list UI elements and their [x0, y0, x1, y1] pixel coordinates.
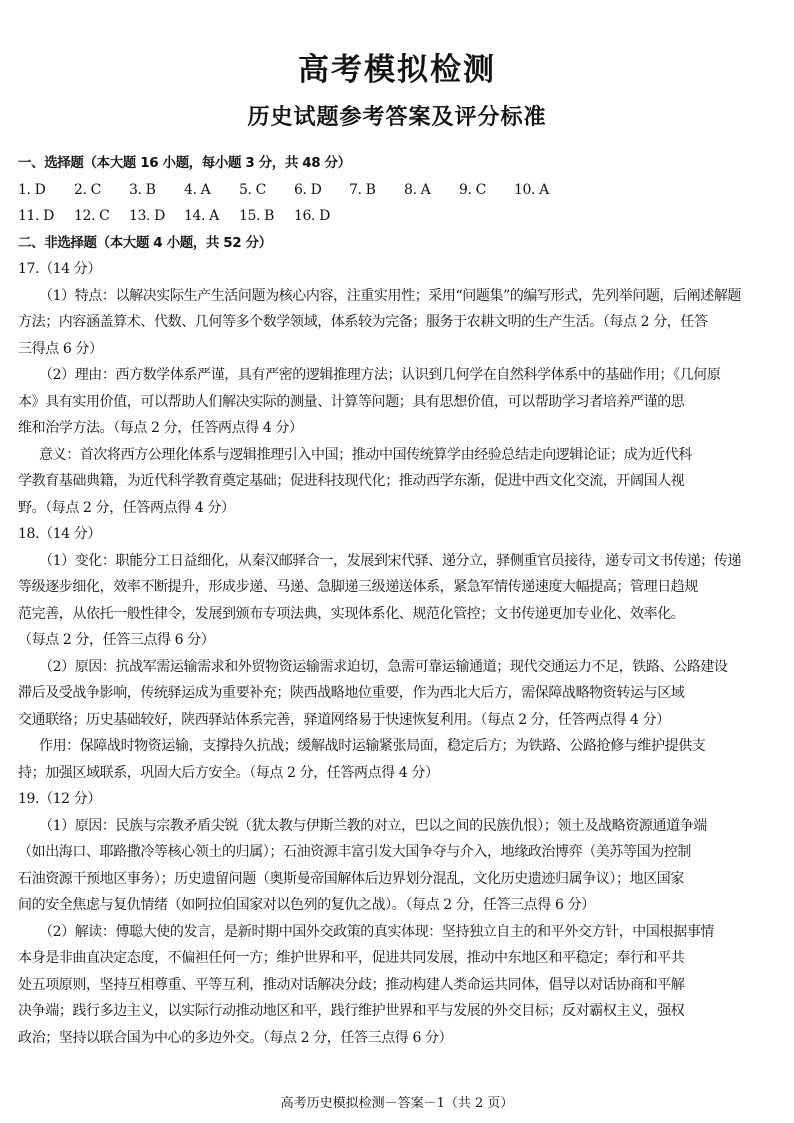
question-18-line: 范完善，从依托一般性律令，发展到颁布专项法典，实现体系化、规范化管控；文书传递更加专业化、效率化。 [18, 605, 685, 622]
question-19-line: 决争端；践行多边主义，以实际行动推动地区和平，践行维护世界和平与发展的外交目标；反对霸权主义，强权 [18, 1003, 685, 1019]
question-18-line: 持；加强区域联系，巩固大后方安全。（每点 2 分，任答两点得 4 分） [18, 764, 439, 781]
page-title: 高考模拟检测 [298, 52, 496, 88]
question-17-line: （2）理由：西方数学体系严谨，具有严密的逻辑推理方法；认识到几何学在自然科学体系中的基础作用；《几何原 [39, 367, 721, 383]
question-19-line: （如出海口、耶路撒冷等核心领土的归属）；石油资源丰富引发大国争夺与介入，地缘政治博弈（美苏等国为控制 [18, 844, 691, 860]
choice-answer: 15. B [239, 208, 275, 224]
question-17-label: 17.（14 分） [18, 261, 101, 277]
question-18-line: 交通联络；历史基础较好，陕西驿站体系完善，驿道网络易于快速恢复利用。（每点 2 分，任答两点得 4 分） [18, 711, 670, 728]
question-18-label: 18.（14 分） [18, 526, 101, 542]
question-19-label: 19.（12 分） [18, 791, 101, 807]
choice-answer: 1. D [18, 181, 46, 198]
choice-answer: 7. B [349, 181, 376, 198]
question-18-line: 等级逐步细化，效率不断提升，形成步递、马递、急脚递三级递送体系，紧急军情传递速度大幅提高；管理日趋规 [18, 579, 698, 595]
choice-answer: 5. C [239, 181, 266, 198]
choice-answer: 3. B [129, 181, 156, 198]
document-body [18, 150, 778, 1051]
question-17-line: 意义：首次将西方公理化体系与逻辑推理引入中国；推动中国传统算学由经验总结走向逻辑论证；成为近代科 [39, 446, 692, 463]
choice-answer: 2. C [74, 181, 101, 198]
question-17-line: 学教育基础典籍，为近代科学教育奠定基础；促进科技现代化；推动西学东渐，促进中西文化交流，开阔国人视 [18, 473, 685, 489]
choice-answer: 6. D [294, 181, 322, 198]
section-heading-choice: 一、选择题（本大题 16 小题，每小题 3 分，共 48 分） [18, 155, 351, 171]
question-18-line: 作用：保障战时物资运输，支撑持久抗战；缓解战时运输紧张局面，稳定后方；为铁路、公路抢修与维护提供支 [39, 738, 706, 754]
question-17-line: 本》具有实用价值，可以帮助人们解决实际的测量、计算等问题；具有思想价值，可以帮助学习者培养严谨的思 [18, 393, 685, 410]
choice-answer: 14. A [184, 208, 219, 224]
choice-answers-row-1 [18, 177, 778, 204]
question-17-line: （1）特点：以解决实际生产生活问题为核心内容，注重实用性；采用“问题集”的编写形式，先列举问题，后阐述解题 [39, 287, 742, 304]
question-19-line: 处五项原则，坚持互相尊重、平等互利，推动对话解决分歧；推动构建人类命运共同体，倡导以对话协商和平解 [18, 976, 685, 993]
question-18-line: （2）原因：抗战军需运输需求和外贸物资运输需求迫切，急需可靠运输通道；现代交通运力不足，铁路、公路建设 [39, 658, 728, 675]
choice-answers-row-2 [18, 203, 778, 230]
choice-answer: 9. C [459, 181, 486, 198]
choice-answer: 16. D [294, 208, 330, 224]
choice-answer: 12. C [74, 208, 110, 224]
choice-answer: 4. A [184, 181, 211, 198]
question-17-line: 方法；内容涵盖算术、代数、几何等多个数学领域，体系较为完备；服务于农耕文明的生产生活。（每点 2 分，任答 [18, 314, 708, 330]
question-19-line: （2）解读：傅聪大使的发言，是新时期中国外交政策的真实体现：坚持独立自主的和平外交方针，中国根据事情 [39, 923, 714, 940]
choice-answer: 10. A [514, 181, 549, 198]
choice-answer: 11. D [18, 208, 54, 224]
choice-answer: 8. A [404, 181, 431, 198]
page-subtitle: 历史试题参考答案及评分标准 [247, 105, 547, 130]
choice-answer: 13. D [129, 208, 165, 224]
question-18-line: 滞后及受战争影响，传统驿运成为重要补充；陕西战略地位重要，作为西北大后方，需保障战略物资转运与区域 [18, 685, 685, 701]
page-footer: 高考历史模拟检测－答案－1（共 2 页） [280, 1096, 514, 1111]
question-18-line: （1）变化：职能分工日益细化，从秦汉邮驿合一，发展到宋代驿、递分立，驿侧重官员接待，递专司文书传递；传递 [39, 552, 742, 569]
question-17-line: 三得点 6 分） [18, 340, 103, 357]
question-17-line: 维和治学方法。（每点 2 分，任答两点得 4 分） [18, 420, 303, 436]
section-heading-nonchoice: 二、非选择题（本大题 4 小题，共 52 分） [18, 234, 272, 251]
question-19-line: 石油资源干预地区事务）；历史遗留问题（奥斯曼帝国解体后边界划分混乱，文化历史遗迹归属争议）；地区国家 [18, 870, 684, 887]
question-19-line: （1）原因：民族与宗教矛盾尖锐（犹太教与伊斯兰教的对立，巴以之间的民族仇恨）；领土及战略资源通道争端 [39, 817, 707, 834]
question-19-line: 间的安全焦虑与复仇情绪（如阿拉伯国家对以色列的复仇之战）。（每点 2 分，任答三点得 6 分） [18, 897, 595, 913]
question-18-line: （每点 2 分，任答三点得 6 分） [18, 632, 215, 648]
question-19-line: 政治；坚持以联合国为中心的多边外交。（每点 2 分，任答三点得 6 分） [18, 1029, 453, 1046]
question-17-line: 野。（每点 2 分，任答两点得 4 分） [18, 499, 235, 516]
question-19-line: 本身是非曲直决定态度，不偏袒任何一方；维护世界和平，促进共同发展，推动中东地区和平稳定；奉行和平共 [18, 950, 685, 966]
